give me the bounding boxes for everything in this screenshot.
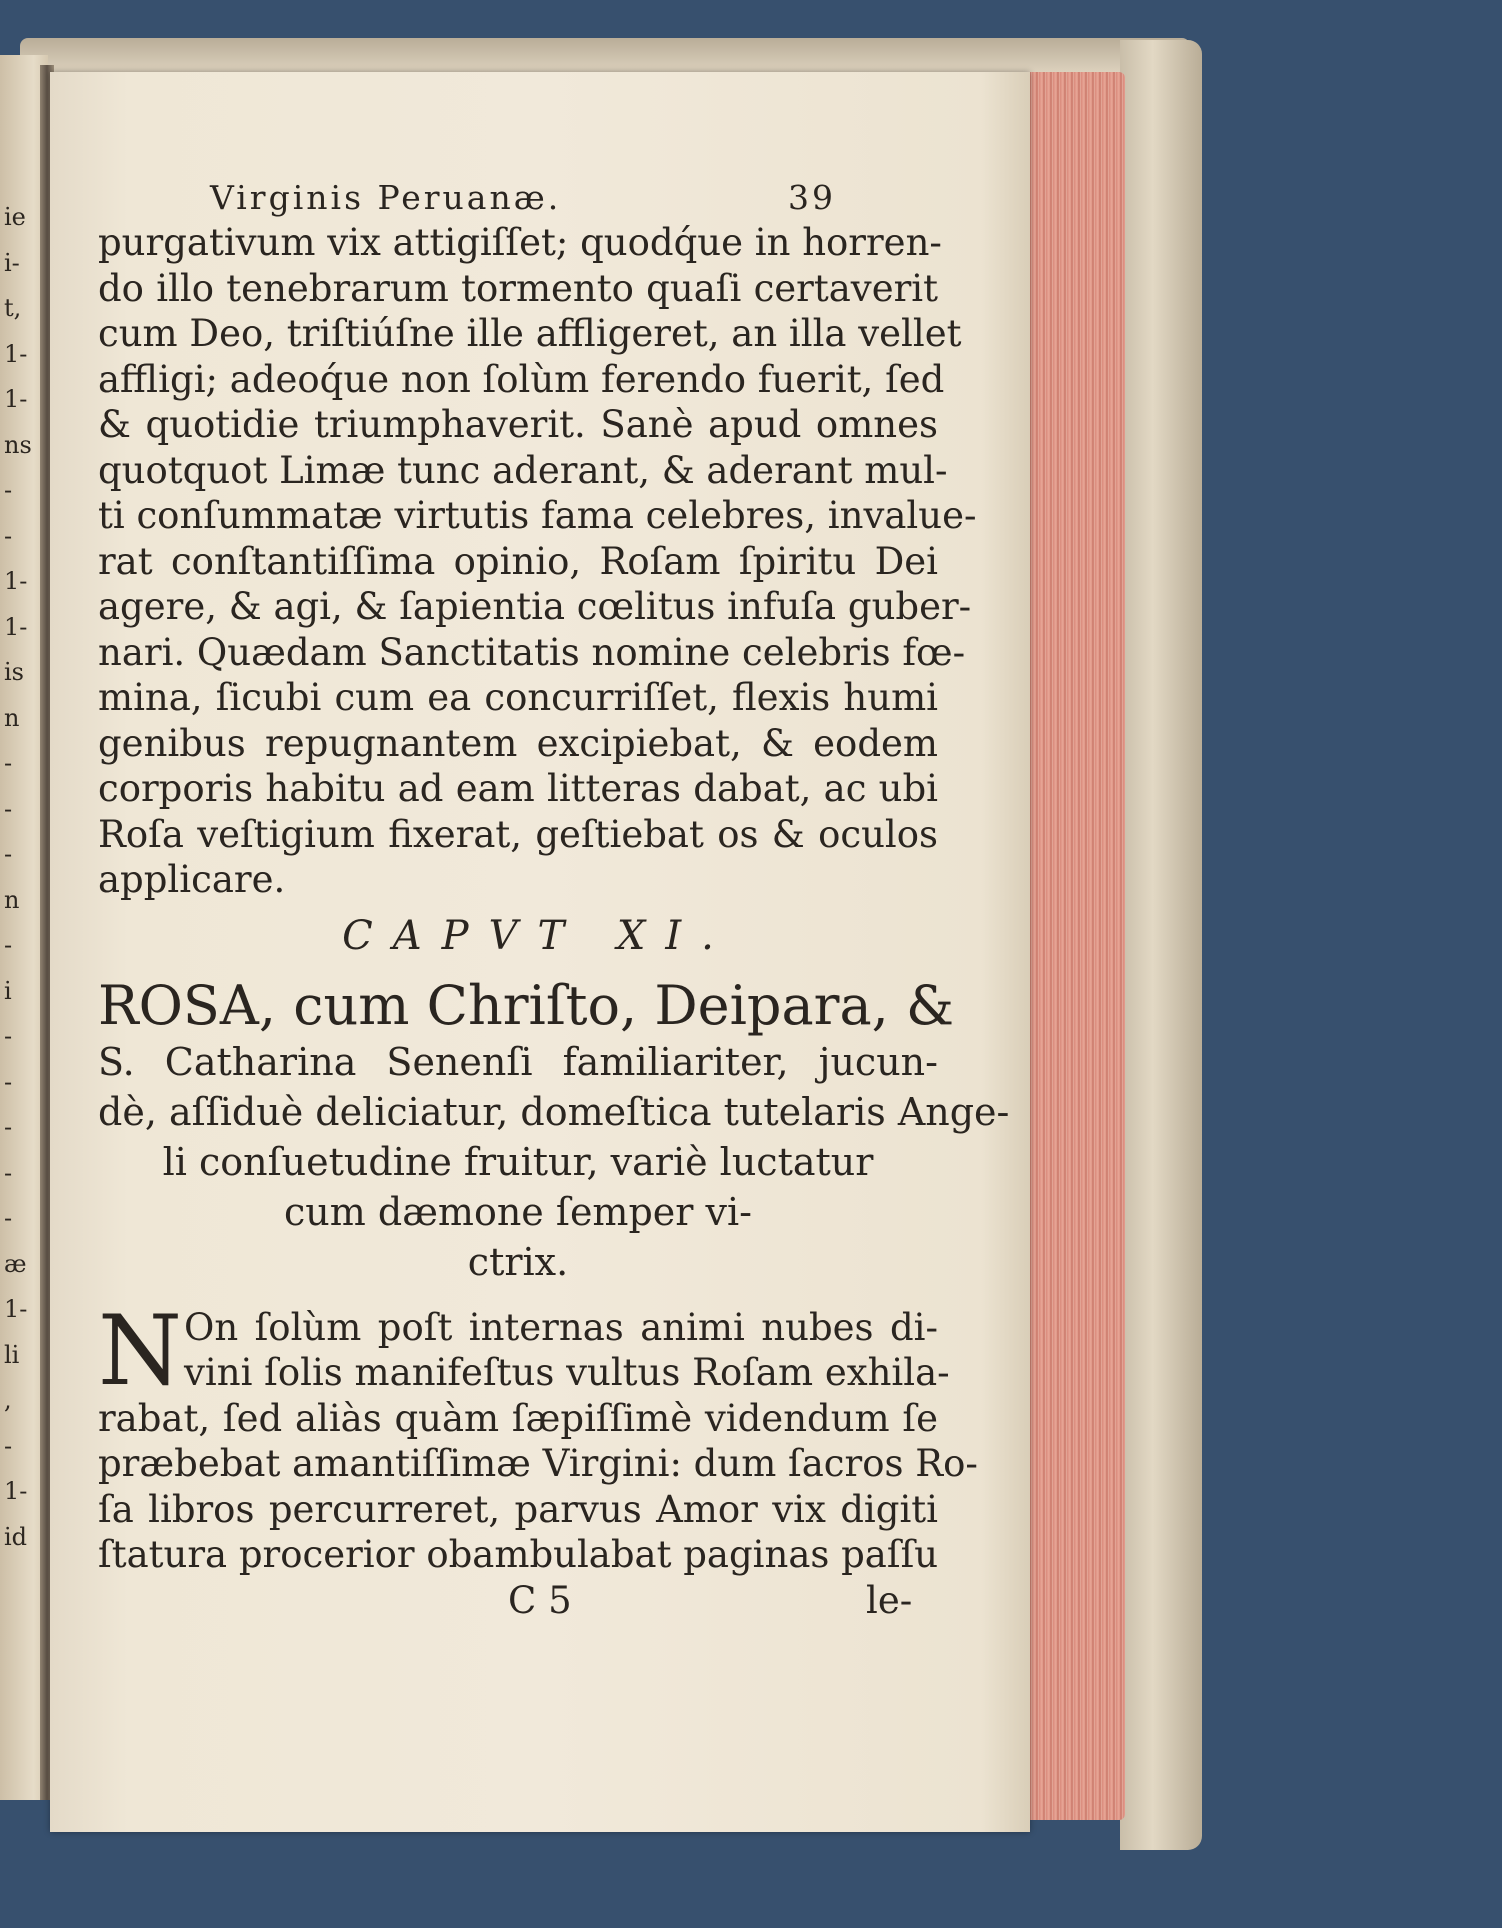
text-line: On ſolùm poſt internas animi nubes di- xyxy=(184,1305,938,1349)
left-page-fragment: li xyxy=(4,1340,20,1369)
heading-line: li conſuetudine fruitur, variè luctatur xyxy=(162,1139,874,1184)
left-page-fragment: - xyxy=(4,1158,13,1187)
left-page-fragment: id xyxy=(4,1522,28,1551)
drop-cap: N xyxy=(98,1294,182,1407)
left-page-fragment: - xyxy=(4,1113,13,1141)
book-cover-right xyxy=(1120,40,1202,1850)
left-page-fragment: - xyxy=(4,931,13,959)
chapter-heading xyxy=(98,973,1010,1287)
page-footer xyxy=(98,1578,938,1623)
left-page-fragment: ns xyxy=(4,430,32,459)
heading-line: S. Catharina Senenſi familiariter, jucun- xyxy=(98,1039,938,1084)
text-line: ſa libros percurreret, parvus Amor vix digiti xyxy=(98,1487,938,1531)
left-page-fragment: 1- xyxy=(4,612,28,641)
left-page-fragment: 1- xyxy=(4,385,28,413)
page-text xyxy=(98,178,1010,1623)
left-page-fragment: 1- xyxy=(4,567,28,595)
text-line: nari. Quædam Sanctitatis nomine celebris fœ- xyxy=(98,630,966,674)
left-page-fragment: n xyxy=(4,885,20,914)
running-head-title: Virginis Peruanæ. xyxy=(210,178,562,217)
running-head xyxy=(98,178,938,220)
text-line: ſtatura procerior obambulabat paginas paſſu xyxy=(98,1533,939,1576)
left-page-fragment: - xyxy=(4,749,13,777)
signature-mark: C 5 xyxy=(508,1578,572,1622)
text-line: applicare. xyxy=(98,858,286,901)
left-page-fragment: - xyxy=(4,1022,13,1050)
text-line: mina, ſicubi cum ea concurriſſet, flexis humi xyxy=(98,676,938,719)
left-page-fragment: is xyxy=(4,658,24,686)
chapter-title: CAPVT XI. xyxy=(342,912,734,959)
text-line: Roſa veſtigium fixerat, geſtiebat os & oculos xyxy=(98,812,938,856)
paragraph-1 xyxy=(98,220,977,903)
left-page-fragment: - xyxy=(4,1431,13,1460)
text-line: affligi; adeoq́ue non ſolùm ferendo fuerit, ſed xyxy=(98,357,945,401)
left-page-fragment: æ xyxy=(4,1249,27,1278)
text-line: vini ſolis manifeſtus vultus Roſam exhila- xyxy=(184,1351,950,1394)
text-line: purgativum vix attigiſſet; quodq́ue in horren- xyxy=(98,221,942,264)
text-line: agere, & agi, & ſapientia cœlitus infuſa guber- xyxy=(98,585,972,628)
heading-line: ROSA, cum Chriſto, Deipara, & xyxy=(98,973,955,1037)
text-line: do illo tenebrarum tormento quaſi certaverit xyxy=(98,266,938,310)
text-line: quotquot Limæ tunc aderant, & aderant mul- xyxy=(98,448,948,492)
text-line: ti conſummatæ virtutis fama celebres, invalue- xyxy=(98,494,977,537)
text-line: & quotidie triumphaverit. Sanè apud omnes xyxy=(98,403,938,446)
left-page-fragment: - xyxy=(4,1204,13,1232)
left-page-fragment: - xyxy=(4,794,13,823)
left-page-fragment: - xyxy=(4,1067,13,1096)
left-page-fragment: - xyxy=(4,840,13,868)
left-page-fragment: 1- xyxy=(4,339,28,368)
text-line: præbebat amantiſſimæ Virgini: dum ſacros Ro- xyxy=(98,1442,978,1485)
left-page-fragment: 1- xyxy=(4,1477,28,1505)
left-page-fragment: 1- xyxy=(4,1295,28,1323)
text-line: cum Deo, triſtiúſne ille affligeret, an illa vellet xyxy=(98,312,962,355)
text-line: rabat, ſed aliàs quàm ſæpiſſimè videndum ſe xyxy=(98,1396,938,1440)
catchword: le- xyxy=(866,1578,913,1622)
left-page-fragment: i- xyxy=(4,248,20,277)
heading-line: dè, aſſiduè deliciatur, domeſtica tutelaris Ange- xyxy=(98,1089,1010,1134)
page-number: 39 xyxy=(788,178,836,217)
left-page-fragment: n xyxy=(4,703,20,732)
text-line: genibus repugnantem excipiebat, & eodem xyxy=(98,721,938,765)
heading-line: ctrix. xyxy=(467,1239,569,1284)
left-page-fragment: t, xyxy=(4,294,22,322)
paragraph-2 xyxy=(98,1294,978,1578)
left-page-fragment: - xyxy=(4,521,13,550)
page-edges xyxy=(1025,72,1125,1820)
book-top-cover xyxy=(20,38,1190,72)
left-page-fragment: , xyxy=(4,1386,12,1414)
left-page-fragment: i xyxy=(4,976,12,1005)
left-page-fragment: - xyxy=(4,476,13,504)
heading-line: cum dæmone ſemper vi- xyxy=(284,1189,752,1234)
text-line: rat conſtantiſſima opinio, Roſam ſpiritu Dei xyxy=(98,539,938,583)
left-page-fragment: ie xyxy=(4,203,26,231)
text-line: corporis habitu ad eam litteras dabat, ac ubi xyxy=(98,767,938,810)
